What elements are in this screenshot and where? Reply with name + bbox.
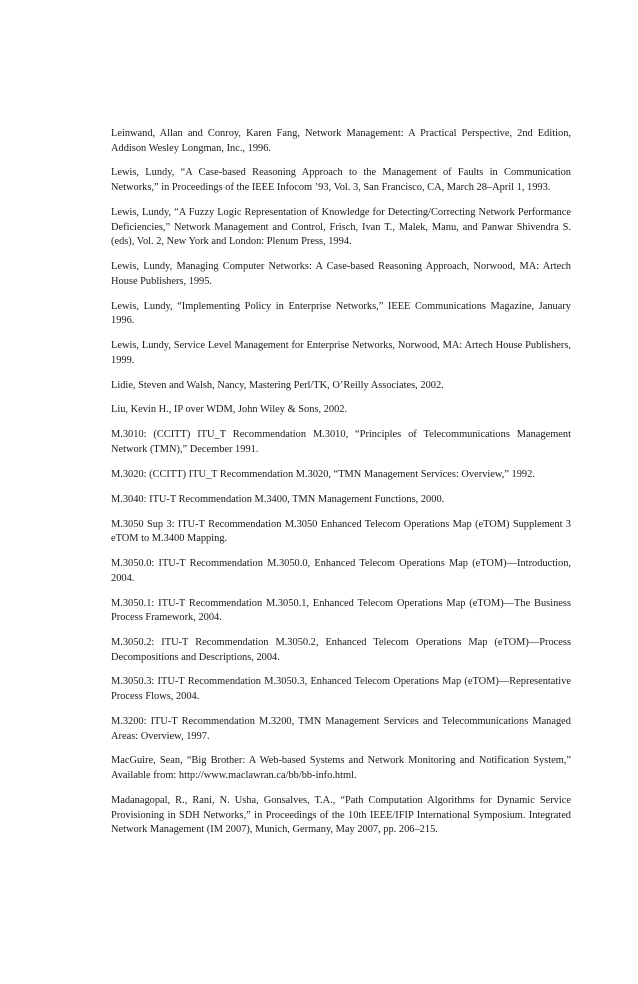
reference-entry: M.3010: (CCITT) ITU_T Recommendation M.3010, “Principles of Telecommunications Management Network (TMN),” December 1991.	[111, 429, 571, 455]
reference-entry: Lidie, Steven and Walsh, Nancy, Mastering Perl/TK, O’Reilly Associates, 2002.	[111, 379, 444, 391]
reference-entry: Lewis, Lundy, Managing Computer Networks: A Case-based Reasoning Approach, Norwood, MA: Artech House Publishers, 1995.	[111, 261, 571, 287]
reference-entry: M.3050.2: ITU-T Recommendation M.3050.2, Enhanced Telecom Operations Map (eTOM)—Process Decompositions and Descriptions, 2004.	[111, 637, 571, 663]
reference-list	[111, 127, 571, 848]
reference-entry: Leinwand, Allan and Conroy, Karen Fang, Network Management: A Practical Perspective, 2nd Edition, Addison Wesley Longman, Inc., 1996.	[111, 128, 571, 154]
reference-entry: Madanagopal, R., Rani, N. Usha, Gonsalves, T.A., “Path Computation Algorithms for Dynamic Service Provisioning in SDH Networks,” in Proceedings of the 10th IEEE/IFIP International Symposium. Integrated Network Management (IM 2007), Munich, Germany, May 2007, pp. 206–215.	[111, 794, 571, 836]
reference-entry: Liu, Kevin H., IP over WDM, John Wiley & Sons, 2002.	[111, 404, 348, 416]
reference-entry: Lewis, Lundy, “A Case-based Reasoning Approach to the Management of Faults in Communication Networks,” in Proceedings of the IEEE Infocom ’93, Vol. 3, San Francisco, CA, March 28–April 1, 1993.	[111, 167, 571, 194]
reference-entry: Lewis, Lundy, “A Fuzzy Logic Representation of Knowledge for Detecting/Correcting Network Performance Deficiencies,” Network Management and Control, Frisch, Ivan T., Malek, Manu, and Panwar Shivendra S. (eds), Vol. 2, New York and London: Plenum Press, 1994.	[111, 206, 571, 248]
reference-entry: Lewis, Lundy, Service Level Management for Enterprise Networks, Norwood, MA: Artech House Publishers, 1999.	[111, 340, 571, 366]
reference-entry: M.3050.0: ITU-T Recommendation M.3050.0, Enhanced Telecom Operations Map (eTOM)—Introduction, 2004.	[111, 558, 571, 584]
reference-entry: MacGuire, Sean, “Big Brother: A Web-based Systems and Network Monitoring and Notification System,” Available from: http://www.maclawran.ca/bb/bb-info.html.	[111, 755, 571, 782]
reference-entry: Lewis, Lundy, “Implementing Policy in Enterprise Networks,” IEEE Communications Magazine, January 1996.	[111, 300, 571, 327]
reference-entry: M.3040: ITU-T Recommendation M.3400, TMN Management Functions, 2000.	[111, 493, 445, 505]
reference-entry: M.3050.1: ITU-T Recommendation M.3050.1, Enhanced Telecom Operations Map (eTOM)—The Business Process Framework, 2004.	[111, 597, 571, 624]
reference-entry: M.3050.3: ITU-T Recommendation M.3050.3, Enhanced Telecom Operations Map (eTOM)—Representative Process Flows, 2004.	[111, 676, 571, 703]
reference-entry: M.3050 Sup 3: ITU-T Recommendation M.3050 Enhanced Telecom Operations Map (eTOM) Supplement 3 eTOM to M.3400 Mapping.	[111, 518, 571, 545]
reference-entry: M.3020: (CCITT) ITU_T Recommendation M.3020, “TMN Management Services: Overview,” 1992.	[111, 468, 535, 480]
reference-entry: M.3200: ITU-T Recommendation M.3200, TMN Management Services and Telecommunications Managed Areas: Overview, 1997.	[111, 715, 571, 742]
